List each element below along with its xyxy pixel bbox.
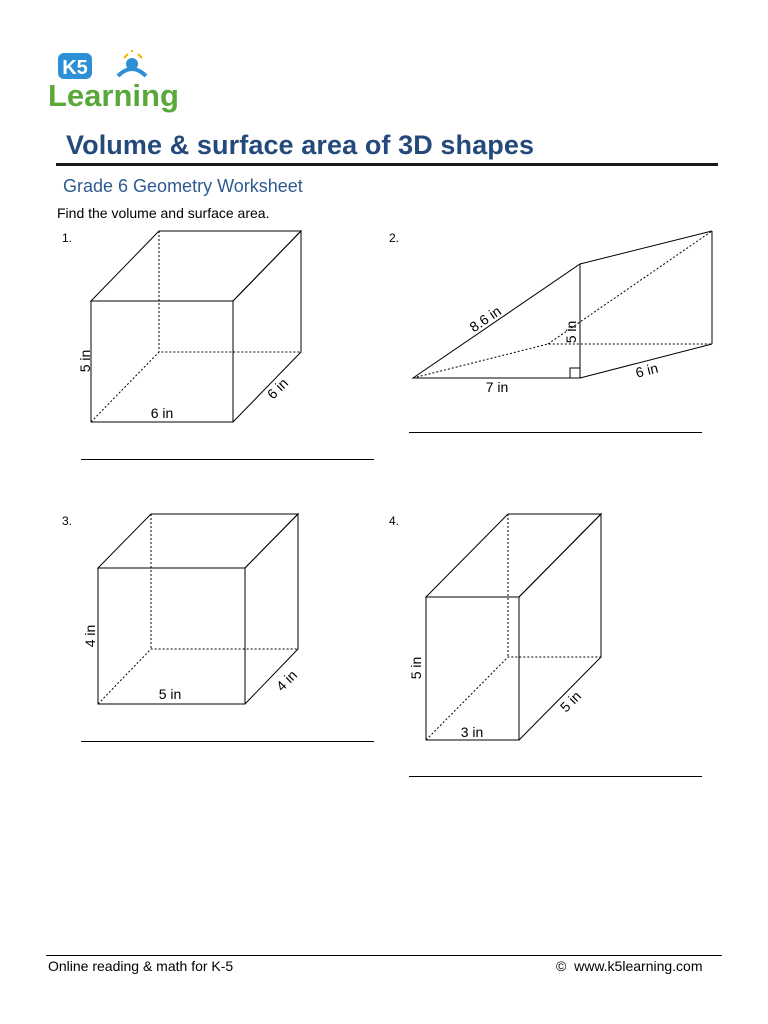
problem-1-height-label: 5 in xyxy=(77,349,93,373)
instructions: Find the volume and surface area. xyxy=(57,205,270,221)
page-title: Volume & surface area of 3D shapes xyxy=(66,130,535,160)
problem-4-height-label: 5 in xyxy=(408,656,424,680)
copyright-symbol: © xyxy=(556,958,567,974)
problem-4-depth-label: 5 in xyxy=(556,687,585,716)
problem-3-height-label: 4 in xyxy=(82,624,98,648)
page-subtitle: Grade 6 Geometry Worksheet xyxy=(63,176,303,196)
problem-4-width-label: 3 in xyxy=(460,724,484,740)
problem-2-height-label: 5 in xyxy=(563,320,579,344)
problem-1-width-label: 6 in xyxy=(150,405,174,421)
problem-number-1: 1. xyxy=(62,231,73,245)
problem-number-3: 3. xyxy=(62,514,73,528)
problem-2-length-label: 6 in xyxy=(633,359,660,381)
problem-2-hypotenuse-label: 8.6 in xyxy=(466,302,504,336)
footer-divider xyxy=(46,955,722,956)
footer-tagline: Online reading & math for K-5 xyxy=(48,958,234,974)
footer-website[interactable] xyxy=(556,958,703,974)
problem-3-width-label: 5 in xyxy=(158,686,182,702)
problem-3-depth-label: 4 in xyxy=(272,666,301,695)
logo-k5-text: K5 xyxy=(62,57,88,79)
problem-2-base-label: 7 in xyxy=(485,379,509,395)
logo-learning-text: Learning xyxy=(48,78,179,113)
problem-1-depth-label: 6 in xyxy=(263,374,292,403)
problem-number-2: 2. xyxy=(389,231,400,245)
answer-line-4[interactable] xyxy=(409,776,702,777)
problem-number-4: 4. xyxy=(389,514,400,528)
footer-url[interactable]: www.k5learning.com xyxy=(574,958,703,974)
